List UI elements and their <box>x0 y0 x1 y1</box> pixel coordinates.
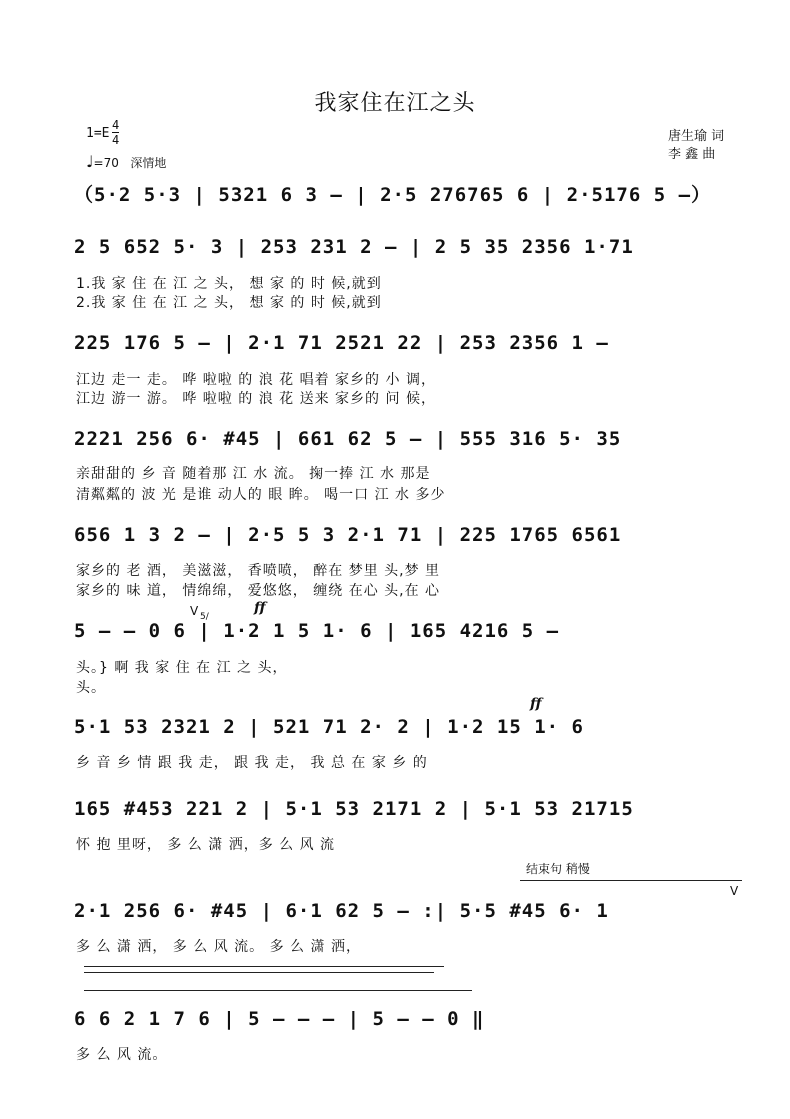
breath-mark: V <box>190 604 199 618</box>
music-system-5 <box>0 524 790 564</box>
music-system-1 <box>0 180 790 220</box>
expression-text: 深情地 <box>130 156 167 170</box>
grace-slash: 5/ <box>200 612 209 622</box>
music-system-3 <box>0 332 790 372</box>
decorative-line <box>84 990 472 991</box>
notation-line: 6 6 2 1 7 6 | 5 – – – | 5 – – 0 ‖ <box>74 1008 485 1030</box>
music-system-7 <box>0 716 790 756</box>
music-system-9 <box>0 900 790 940</box>
music-system-10 <box>0 1008 790 1048</box>
lyric-verse-2: 清粼粼的 波 光 是谁 动人的 眼 眸。 喝一口 江 水 多少 <box>76 487 446 503</box>
music-system-4 <box>0 428 790 468</box>
lyric-verse-1: 家乡的 老 酒， 美滋滋， 香喷喷， 醉在 梦里 头,梦 里 <box>76 563 441 579</box>
ending-bracket-line <box>520 880 742 881</box>
lyric-verse-1: 亲甜甜的 乡 音 随着那 江 水 流。 掬一捧 江 水 那是 <box>76 466 431 482</box>
page-title: 我家住在江之头 <box>314 91 476 116</box>
lyric-verse-2: 江边 游一 游。 哗 啦啦 的 浪 花 送来 家乡的 问 候， <box>76 391 436 407</box>
lyric-verse-2: 家乡的 味 道， 情绵绵， 爱悠悠， 缠绕 在心 头,在 心 <box>76 583 441 599</box>
notation-line: 2 5 652 5· 3 | 253 231 2 – | 2 5 35 2356 1·71 <box>74 236 634 258</box>
music-system-8 <box>0 798 790 838</box>
decorative-line <box>84 972 434 973</box>
lyricist: 唐生瑜 词 <box>668 129 725 144</box>
time-signature <box>112 118 119 147</box>
quarter-note-icon: ♩ <box>86 152 94 171</box>
credits <box>668 128 724 164</box>
lyric-verse-1: 1.我 家 住 在 江 之 头， 想 家 的 时 候,就到 <box>76 276 382 292</box>
dynamic-ff: ff <box>254 600 266 616</box>
key-signature: 1=E <box>86 126 110 141</box>
notation-line: 5 – – 0 6 | 1·2 1 5 1· 6 | 165 4216 5 – <box>74 620 560 642</box>
lyric-verse-2: 头。 <box>76 680 106 696</box>
tempo-value: =70 <box>93 156 119 170</box>
decorative-line <box>84 966 444 967</box>
notation-line: 2221 256 6· #45 | 661 62 5 – | 555 316 5· 35 <box>74 428 622 450</box>
lyric-verse-1: 头。} 啊 我 家 住 在 江 之 头， <box>76 660 288 676</box>
lyric-verse-2: 2.我 家 住 在 江 之 头， 想 家 的 时 候,就到 <box>76 295 382 311</box>
dynamic-ff: ff <box>530 696 542 712</box>
notation-line: （5·2 5·3 | 5321 6 3 – | 2·5 276765 6 | 2·5176 5 –） <box>74 184 712 206</box>
music-system-2 <box>0 236 790 276</box>
notation-line: 2·1 256 6· #45 | 6·1 62 5 – :| 5·5 #45 6· 1 <box>74 900 609 922</box>
notation-line: 225 176 5 – | 2·1 71 2521 22 | 253 2356 1 – <box>74 332 609 354</box>
lyric-line: 多 么 风 流。 <box>76 1047 168 1063</box>
breath-mark: V <box>730 884 739 898</box>
ending-marking: 结束句 稍慢 <box>526 862 590 876</box>
time-sig-bottom: 4 <box>112 133 120 147</box>
notation-line: 165 #453 221 2 | 5·1 53 2171 2 | 5·1 53 21715 <box>74 798 634 820</box>
tempo-marking <box>86 152 166 171</box>
time-sig-top: 4 <box>112 118 120 132</box>
lyric-line: 乡 音 乡 情 跟 我 走， 跟 我 走， 我 总 在 家 乡 的 <box>76 755 428 771</box>
lyric-line: 多 么 潇 洒， 多 么 风 流。 多 么 潇 洒， <box>76 939 361 955</box>
notation-line: 656 1 3 2 – | 2·5 5 3 2·1 71 | 225 1765 6561 <box>74 524 622 546</box>
music-system-6 <box>0 620 790 660</box>
lyric-verse-1: 江边 走一 走。 哗 啦啦 的 浪 花 唱着 家乡的 小 调， <box>76 372 436 388</box>
notation-line: 5·1 53 2321 2 | 521 71 2· 2 | 1·2 15 1· 6 <box>74 716 584 738</box>
composer: 李 鑫 曲 <box>668 147 716 162</box>
lyric-line: 怀 抱 里呀， 多 么 潇 洒，多 么 风 流 <box>76 837 336 853</box>
